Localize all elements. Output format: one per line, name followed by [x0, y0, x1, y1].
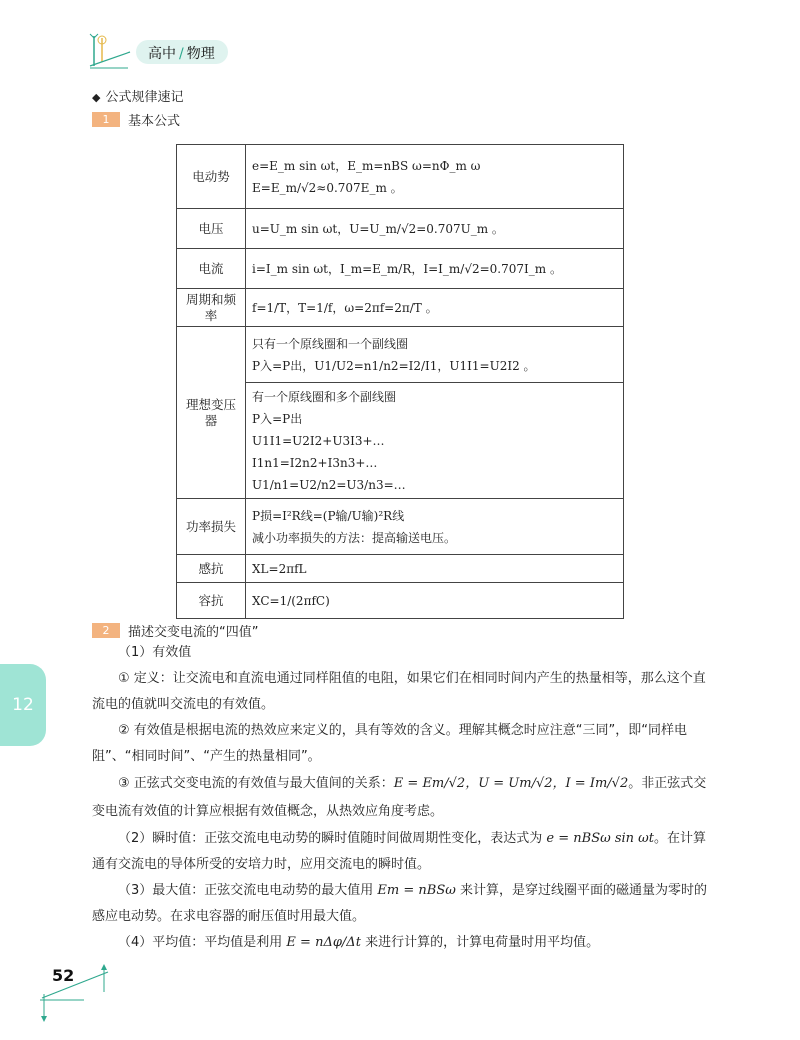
row-value [246, 327, 624, 383]
table-row [177, 499, 624, 555]
row-label: 电压 [177, 209, 246, 249]
formula-line: i=I_m sin ωt，I_m=E_m/R，I=I_m/√2=0.707I_m 。 [252, 261, 562, 276]
row-value [246, 289, 624, 327]
formula-line: E=E_m/√2≈0.707E_m 。 [252, 180, 403, 195]
formula-line: 有一个原线圈和多个副线圈 [252, 389, 397, 404]
text-run: 。非正弦式交变电流有效值的计算应根据有效值概念，从热效应角度考虑。 [92, 776, 707, 819]
formula-table [176, 144, 624, 619]
formula-line: XC=1/(2πfC) [252, 593, 330, 608]
paragraph [92, 770, 712, 826]
paragraph: ① 定义：让交流电和直流电通过同样阻值的电阻，如果它们在相同时间内产生的热量相等，那么这个直流电的值就叫交流电的有效值。 [92, 671, 706, 712]
row-label: 电流 [177, 249, 246, 289]
row-label: 功率损失 [177, 499, 246, 555]
formula-line: I1n1=I2n2+I3n3+… [252, 455, 378, 470]
row-label: 电动势 [177, 145, 246, 209]
formula-line: P损=I²R线=(P输/U输)²R线 [252, 508, 405, 523]
section-title-text: 公式规律速记 [105, 90, 184, 105]
subsection-2-badge: 2 [92, 623, 120, 638]
formula-line: 减小功率损失的方法：提高输送电压。 [252, 530, 457, 545]
table-row [177, 555, 624, 583]
formula-line: u=U_m sin ωt，U=U_m/√2=0.707U_m 。 [252, 221, 504, 236]
formula-inline: Em = nBSω [377, 883, 456, 898]
formula-inline: E = nΔφ/Δt [286, 935, 361, 950]
breadcrumb-separator: / [179, 46, 184, 62]
row-value [246, 383, 624, 499]
footer-tower-icon [38, 964, 118, 1024]
breadcrumb [148, 43, 215, 63]
subsection-1-title [92, 110, 180, 129]
row-label: 理想变压器 [177, 327, 246, 499]
formula-line: XL=2πfL [252, 561, 307, 576]
formula-inline: E = Em/√2，U = Um/√2，I = Im/√2 [393, 776, 629, 791]
paragraph [92, 826, 712, 878]
row-value [246, 583, 624, 619]
formula-line: U1/n1=U2/n2=U3/n3=… [252, 477, 406, 492]
table-row [177, 289, 624, 327]
formula-line: f=1/T，T=1/f，ω=2πf=2π/T 。 [252, 300, 438, 315]
row-value [246, 145, 624, 209]
level-label: 高中 [148, 46, 176, 62]
chapter-tab: 12 [0, 664, 46, 746]
formula-line: 只有一个原线圈和一个副线圈 [252, 336, 409, 351]
paragraph: ② 有效值是根据电流的热效应来定义的，具有等效的含义。理解其概念时应注意“三同”，即“同样电阻”、“相同时间”、“产生的热量相同”。 [92, 723, 687, 764]
page-number: 52 [52, 966, 75, 985]
table-row [177, 249, 624, 289]
text-run: 来计算，是穿过线圈平面的磁通量为零时的感应电动势。在求电容器的耐压值时用最大值。 [92, 883, 707, 924]
formula-line: e=E_m sin ωt，E_m=nBS ω=nΦ_m ω [252, 158, 481, 173]
formula-line: U1I1=U2I2+U3I3+… [252, 433, 385, 448]
table-row [177, 583, 624, 619]
subsection-1-badge: 1 [92, 112, 120, 127]
section-body [92, 640, 712, 956]
row-label: 周期和频率 [177, 289, 246, 327]
formula-line: P入=P出，U1/U2=n1/n2=I2/I1，U1I1=U2I2 。 [252, 358, 536, 373]
text-run: （4）平均值：平均值是利用 [118, 935, 283, 950]
row-value [246, 249, 624, 289]
row-value [246, 209, 624, 249]
text-run: （3）最大值：正弦交流电电动势的最大值用 [118, 883, 374, 898]
subject-label: 物理 [186, 46, 215, 62]
table-row [177, 145, 624, 209]
row-value [246, 499, 624, 555]
formula-inline: e = nBSω sin ωt [546, 831, 654, 846]
table-row [177, 327, 624, 383]
paragraph-heading: （1）有效值 [118, 645, 192, 660]
text-run: 。在计算通有交流电的导体所受的安培力时，应用交流电的瞬时值。 [92, 831, 707, 872]
row-label: 容抗 [177, 583, 246, 619]
subsection-1-text: 基本公式 [128, 114, 181, 129]
paragraph [92, 930, 712, 956]
text-run: 来进行计算的，计算电荷量时用平均值。 [365, 935, 600, 950]
row-value [246, 555, 624, 583]
paragraph [92, 878, 712, 930]
subsection-2-title [92, 621, 258, 640]
text-run: ③ 正弦式交变电流的有效值与最大值间的关系： [118, 776, 394, 791]
row-label: 感抗 [177, 555, 246, 583]
diamond-icon: ◆ [92, 91, 101, 104]
tower-logo-icon [88, 32, 132, 72]
section-title [92, 86, 183, 105]
text-run: （2）瞬时值：正弦交流电电动势的瞬时值随时间做周期性变化，表达式为 [118, 831, 543, 846]
table-row [177, 209, 624, 249]
formula-line: P入=P出 [252, 411, 303, 426]
subsection-2-text: 描述交变电流的“四值” [128, 625, 259, 640]
